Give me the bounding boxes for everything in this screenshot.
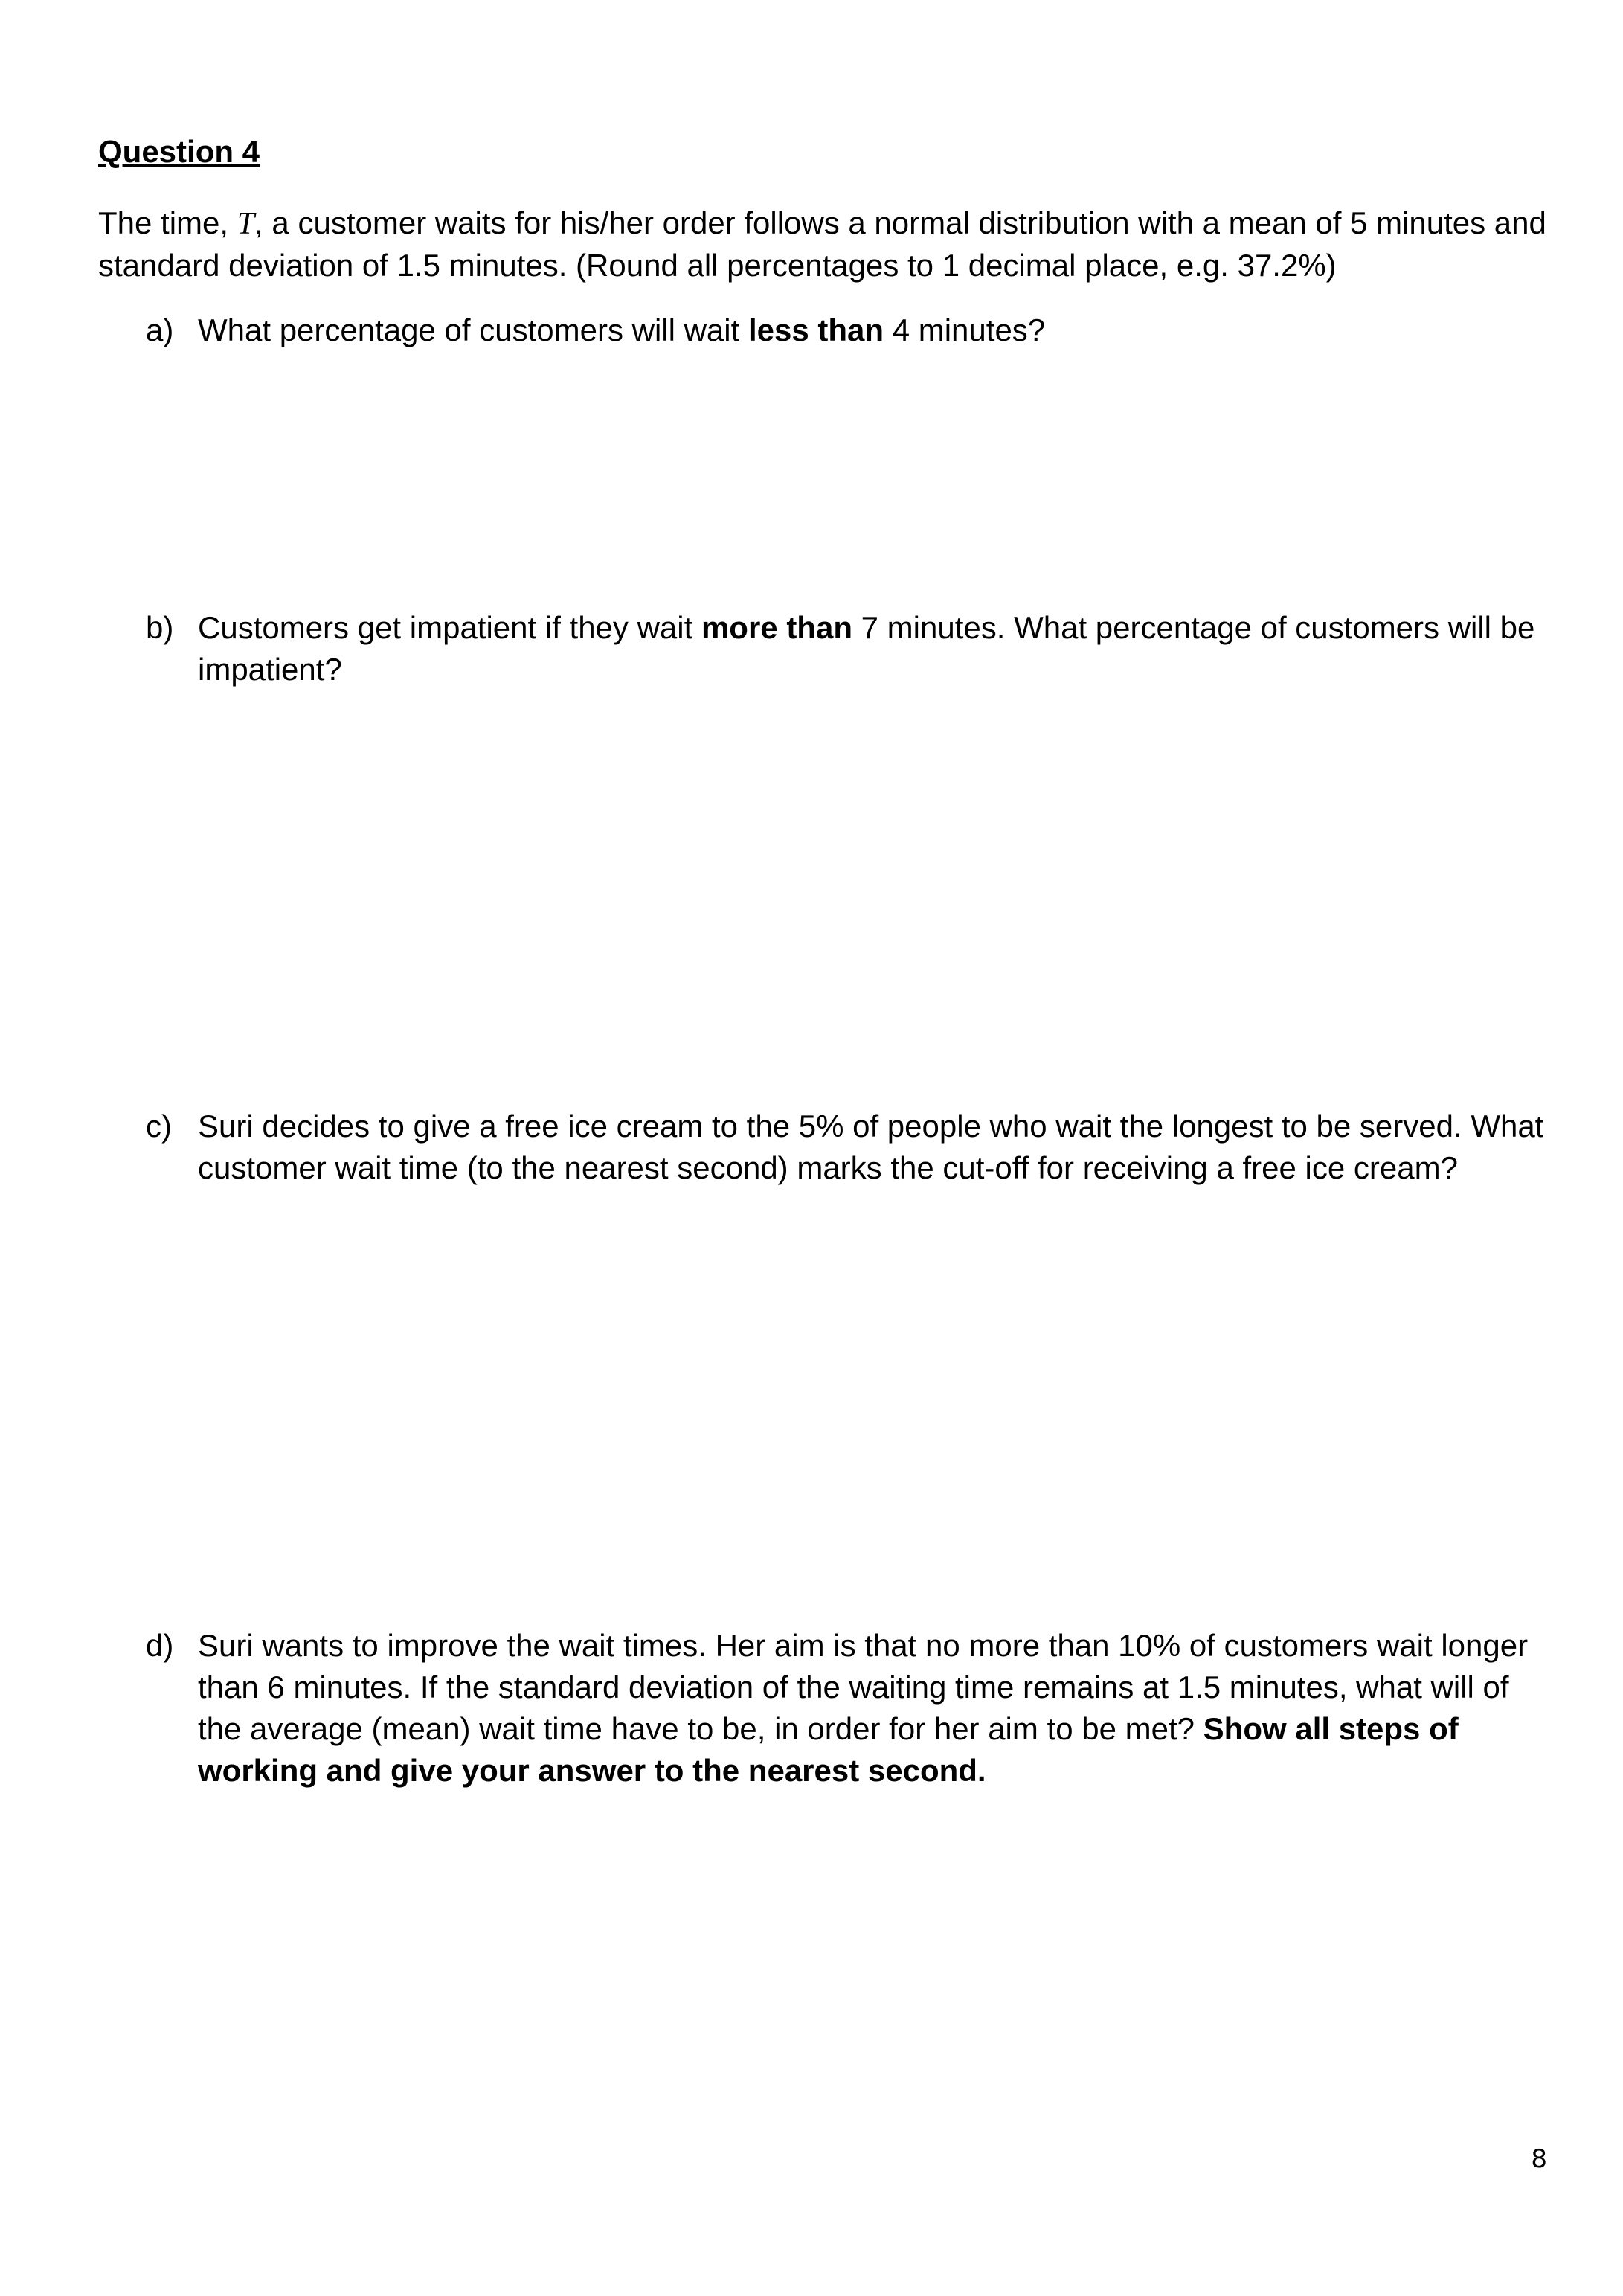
question-a: [146, 310, 1559, 351]
intro-text-start: The time,: [98, 205, 237, 240]
question-d-emphasis: Show all steps of working and give your answer to the nearest second.: [198, 1711, 1459, 1788]
intro-text-end: , a customer waits for his/her order follows a normal distribution with a mean of 5 minutes and standard deviation of 1.5 minutes. (Round all percentages to 1 decimal place, e.g. 37.2%): [98, 205, 1546, 283]
question-a-emphasis: less than: [748, 312, 884, 347]
question-a-text-start: What percentage of customers will wait: [198, 312, 748, 347]
question-a-text-end: 4 minutes?: [884, 312, 1046, 347]
page-number: 8: [1531, 2144, 1547, 2174]
question-b-marker: b): [146, 610, 174, 645]
question-d: [146, 1625, 1559, 1792]
question-heading: Question 4: [98, 134, 260, 169]
variable-t: T: [237, 207, 255, 241]
question-a-text: [198, 310, 1559, 351]
question-a-marker: a): [146, 312, 174, 347]
question-b-text-start: Customers get impatient if they wait: [198, 610, 701, 645]
question-b-emphasis: more than: [701, 610, 852, 645]
question-d-text-start: Suri wants to improve the wait times. Her aim is that no more than 10% of customers wait longer than 6 minutes. If the standard deviation of the waiting time remains at 1.5 minutes, what will of the average (mean) wait time have to be, in order for her aim to be met?: [198, 1628, 1529, 1746]
question-d-marker: d): [146, 1628, 174, 1663]
question-c-marker: c): [146, 1109, 172, 1144]
question-c-text: Suri decides to give a free ice cream to the 5% of people who wait the longest to be served. What customer wait time (to the nearest second) marks the cut-off for receiving a free ice cream?: [198, 1109, 1544, 1185]
question-d-text: [198, 1625, 1559, 1792]
question-b: [146, 607, 1559, 690]
question-c: [146, 1106, 1559, 1189]
question-intro: [98, 202, 1556, 286]
question-b-text-end: 7 minutes. What percentage of customers will be impatient?: [198, 610, 1535, 687]
question-b-text: [198, 607, 1559, 690]
